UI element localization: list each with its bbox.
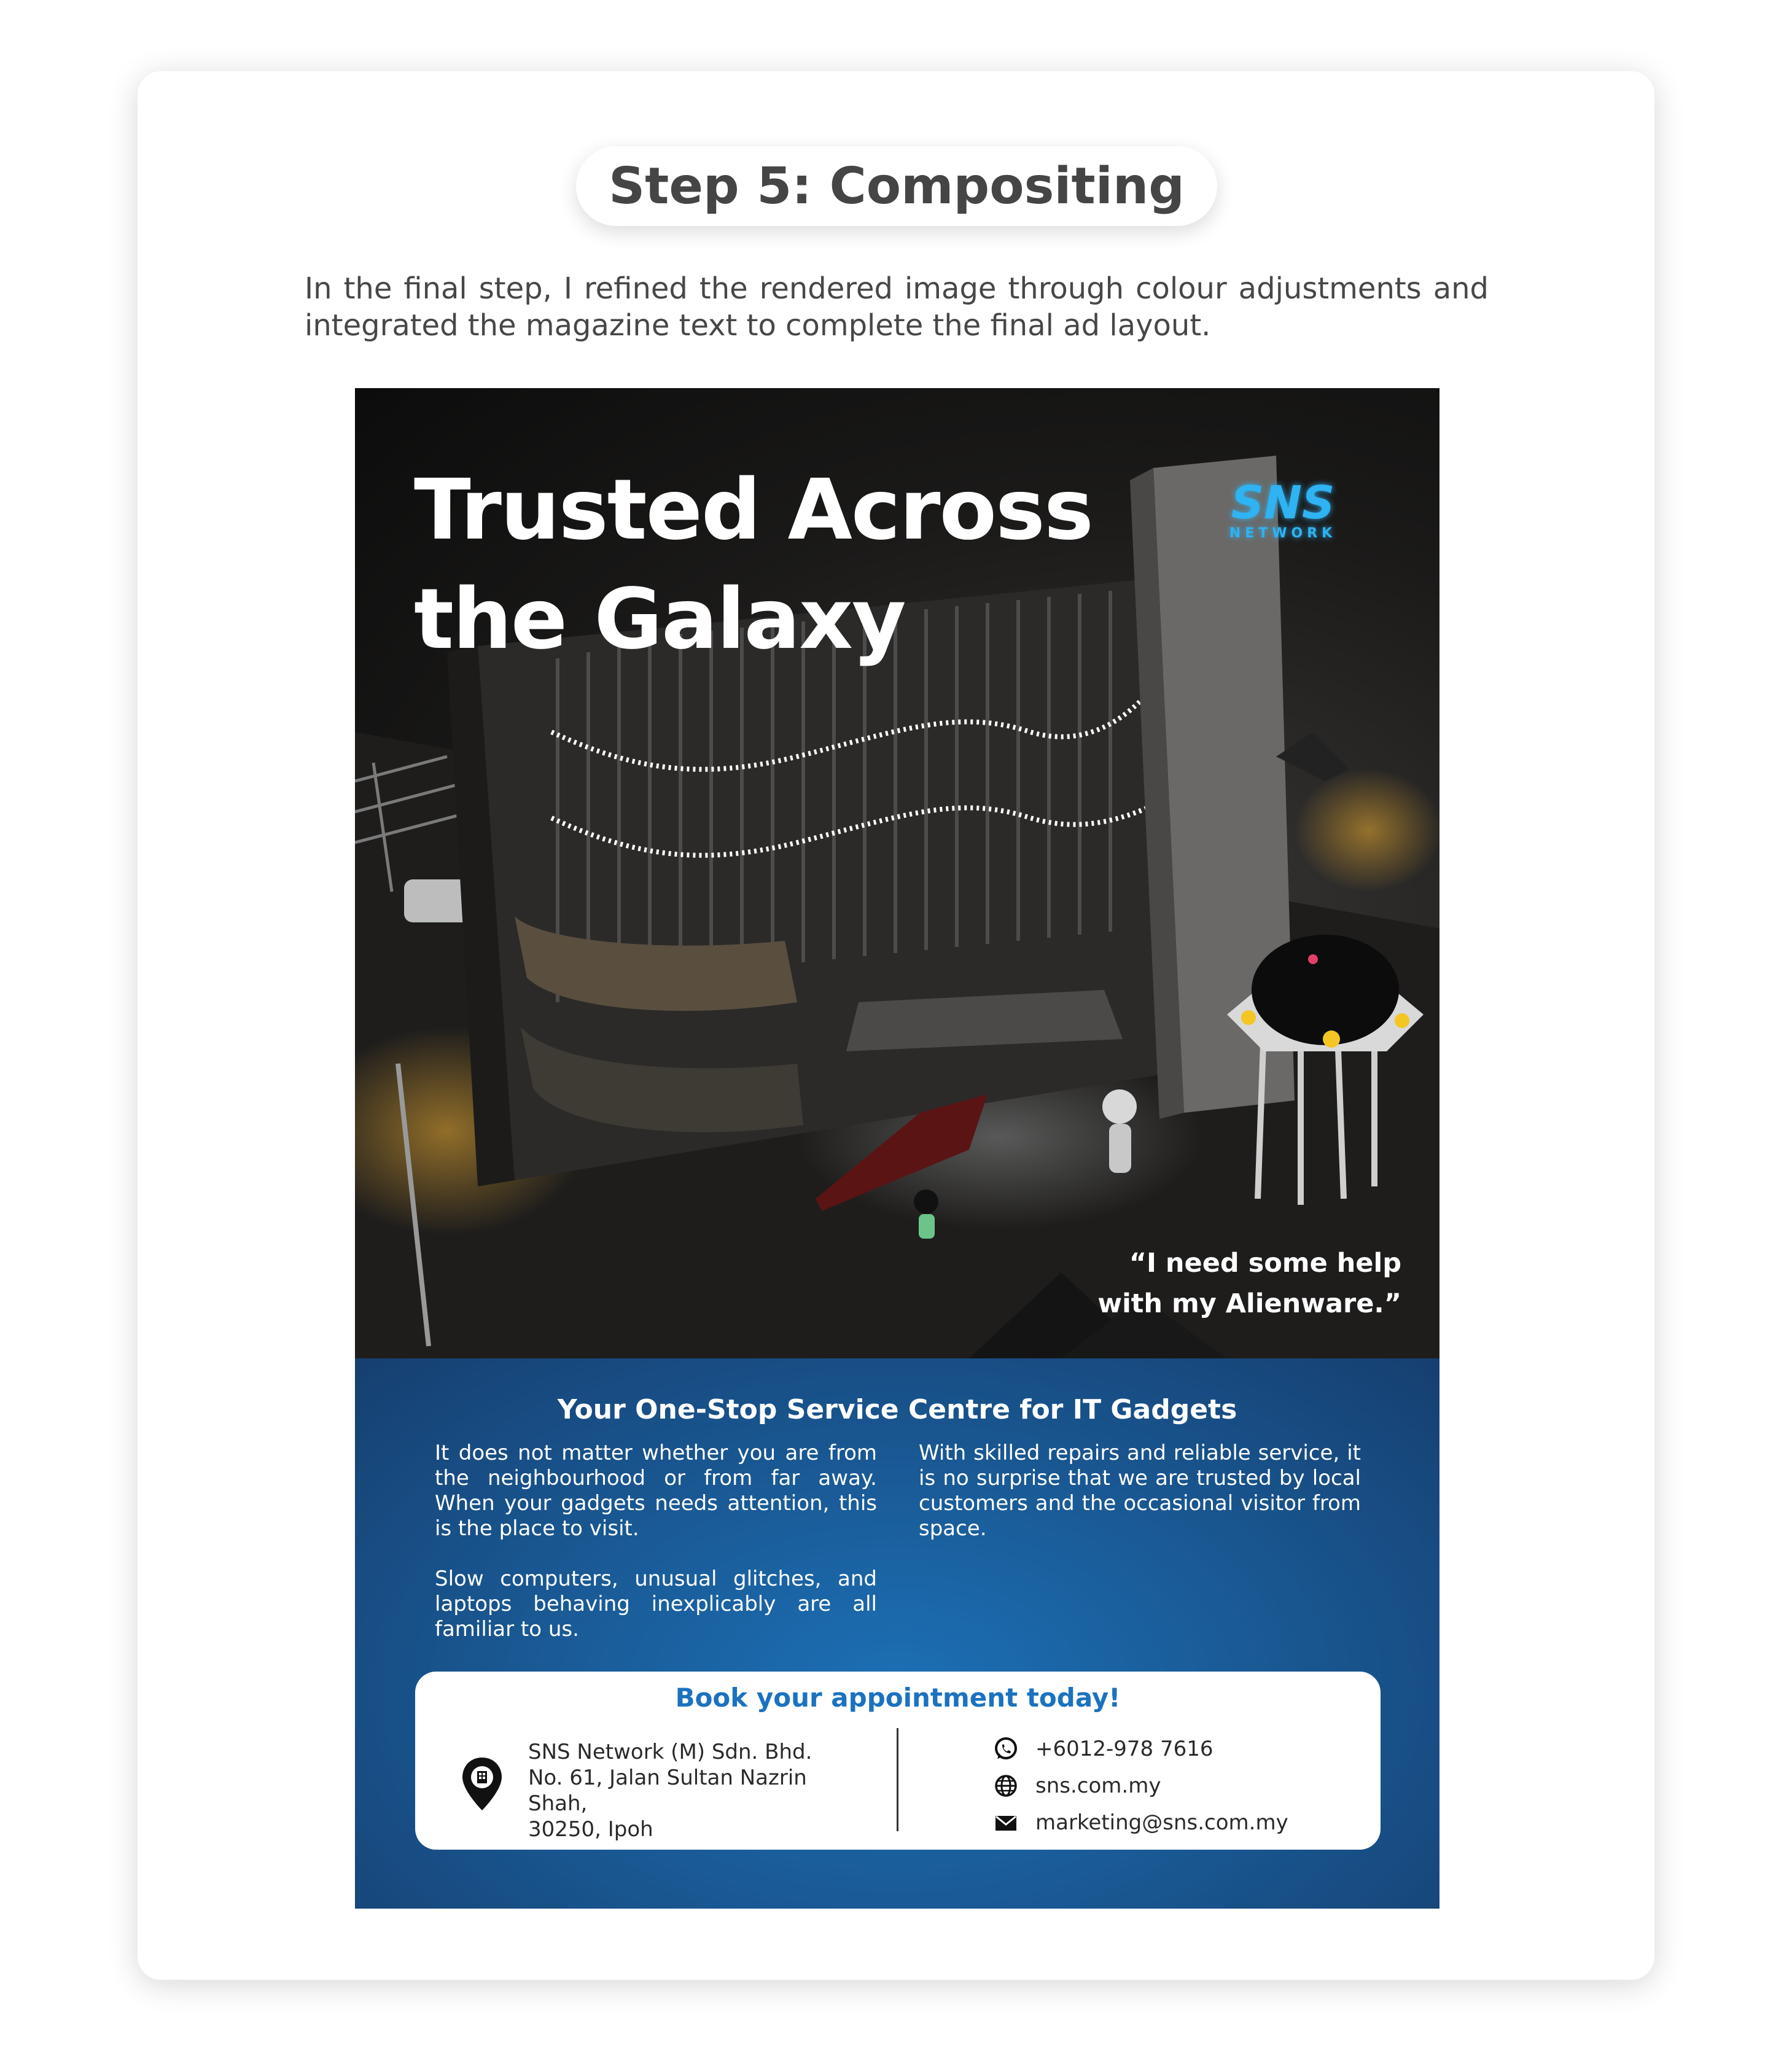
quote-line-2: with my Alienware.” [1097, 1288, 1401, 1319]
info-column-left [435, 1441, 877, 1667]
contact-divider [897, 1728, 898, 1831]
contact-box [415, 1672, 1381, 1850]
logo-subtext: NETWORK [1229, 526, 1337, 541]
ad-headline [414, 456, 1212, 674]
step-title-pill [576, 146, 1217, 226]
company-name: SNS Network (M) Sdn. Bhd. [528, 1740, 812, 1764]
intro-text: In the final step, I refined the rendered image through colour adjustments and integrated the magazine text to complete the final ad layout. [305, 271, 1489, 343]
info-column-right [919, 1441, 1361, 1567]
phone-number[interactable]: +6012-978 7616 [1035, 1737, 1213, 1761]
logo-wordmark: SNS [1231, 477, 1335, 529]
info-title: Your One-Stop Service Centre for IT Gadgets [557, 1394, 1237, 1425]
quote-line-1: “I need some help [1129, 1248, 1401, 1279]
sns-network-logo [1225, 477, 1341, 541]
email-address[interactable]: marketing@sns.com.my [1035, 1810, 1288, 1835]
company-address [528, 1739, 872, 1842]
phone-row [994, 1731, 1213, 1767]
step-title: Step 5: Compositing [609, 157, 1185, 216]
info-paragraph: It does not matter whether you are from the neighbourhood or from far away. When your gadgets needs attention, this is the place to visit. [435, 1441, 877, 1541]
book-appointment-heading: Book your appointment today! [675, 1683, 1121, 1713]
website-link[interactable]: sns.com.my [1035, 1774, 1161, 1798]
address-line-2: 30250, Ipoh [528, 1817, 653, 1842]
website-row [994, 1767, 1161, 1804]
headline-line-1: Trusted Across [414, 462, 1093, 559]
headline-line-2: the Galaxy [414, 571, 905, 668]
address-line-1: No. 61, Jalan Sultan Nazrin Shah, [528, 1766, 807, 1816]
email-row [994, 1804, 1288, 1841]
info-paragraph: Slow computers, unusual glitches, and laptops behaving inexplicably are all familiar to us. [435, 1567, 877, 1641]
globe-icon [994, 1774, 1018, 1798]
hero-render-image [355, 388, 1439, 1358]
mail-icon [994, 1810, 1018, 1835]
info-paragraph: With skilled repairs and reliable service, it is no surprise that we are trusted by local customers and the occasional visitor from space. [919, 1441, 1361, 1541]
magazine-ad [355, 388, 1439, 1909]
alien-quote [1058, 1243, 1401, 1324]
location-pin-icon [461, 1756, 504, 1814]
whatsapp-icon [994, 1737, 1018, 1761]
